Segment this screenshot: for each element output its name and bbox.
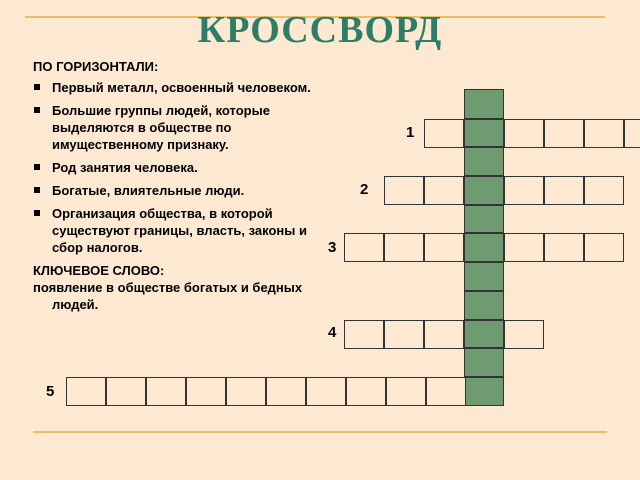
crossword-cell[interactable] — [504, 233, 544, 262]
crossword-cell[interactable] — [544, 233, 584, 262]
clue-item: Род занятия человека. — [33, 159, 323, 176]
crossword-cell[interactable] — [384, 233, 424, 262]
row-number: 4 — [328, 324, 337, 341]
crossword-cell[interactable] — [424, 176, 464, 205]
crossword-cell[interactable] — [344, 320, 384, 349]
clue-item: Первый металл, освоенный человеком. — [33, 79, 323, 96]
crossword-cell[interactable] — [266, 377, 306, 406]
crossword-cell[interactable] — [186, 377, 226, 406]
crossword-cell[interactable] — [146, 377, 186, 406]
crossword-cell[interactable] — [424, 233, 464, 262]
crossword-cell[interactable] — [424, 320, 464, 349]
keyword-cell[interactable] — [464, 348, 504, 377]
crossword-cell[interactable] — [584, 176, 624, 205]
keyword-cell[interactable] — [464, 119, 504, 147]
crossword-cell[interactable] — [584, 233, 624, 262]
crossword-cell[interactable] — [384, 320, 424, 349]
keyword-header: КЛЮЧЕВОЕ СЛОВО: — [33, 263, 165, 278]
clue-item: Организация общества, в которой существуют границы, власть, законы и сбор налогов. — [33, 205, 323, 256]
crossword-cell[interactable] — [386, 377, 426, 406]
keyword-cell[interactable] — [464, 262, 504, 291]
crossword-cell[interactable] — [624, 119, 640, 148]
crossword-cell[interactable] — [544, 119, 584, 148]
crossword-cell[interactable] — [504, 119, 544, 148]
crossword-cell[interactable] — [344, 233, 384, 262]
clue-item: Богатые, влиятельные люди. — [33, 182, 323, 199]
crossword-cell[interactable] — [544, 176, 584, 205]
row-number: 5 — [46, 383, 55, 400]
keyword-cell[interactable] — [464, 377, 504, 406]
crossword-cell[interactable] — [504, 176, 544, 205]
crossword-cell[interactable] — [106, 377, 146, 406]
row-number: 1 — [406, 124, 415, 141]
keyword-clue: появление в обществе богатых и бедных людей. — [33, 280, 303, 312]
page-title: КРОССВОРД — [197, 9, 443, 51]
keyword-cell[interactable] — [464, 176, 504, 205]
crossword-cell[interactable] — [426, 377, 466, 406]
keyword-cell[interactable] — [464, 291, 504, 320]
crossword-cell[interactable] — [226, 377, 266, 406]
row-number: 2 — [360, 181, 369, 198]
keyword-cell[interactable] — [464, 233, 504, 262]
crossword-cell[interactable] — [346, 377, 386, 406]
clue-item: Большие группы людей, которые выделяются в обществе по имущественному признаку. — [33, 102, 323, 153]
row-number: 3 — [328, 239, 337, 256]
crossword-cell[interactable] — [504, 320, 544, 349]
keyword-cell[interactable] — [464, 205, 504, 233]
keyword-cell[interactable] — [464, 147, 504, 176]
crossword-cell[interactable] — [306, 377, 346, 406]
crossword-cell[interactable] — [66, 377, 106, 406]
across-header: ПО ГОРИЗОНТАЛИ: — [33, 59, 159, 74]
crossword-cell[interactable] — [384, 176, 424, 205]
keyword-cell[interactable] — [464, 320, 504, 348]
crossword-cell[interactable] — [584, 119, 624, 148]
crossword-cell[interactable] — [424, 119, 464, 148]
keyword-cell[interactable] — [464, 89, 504, 119]
